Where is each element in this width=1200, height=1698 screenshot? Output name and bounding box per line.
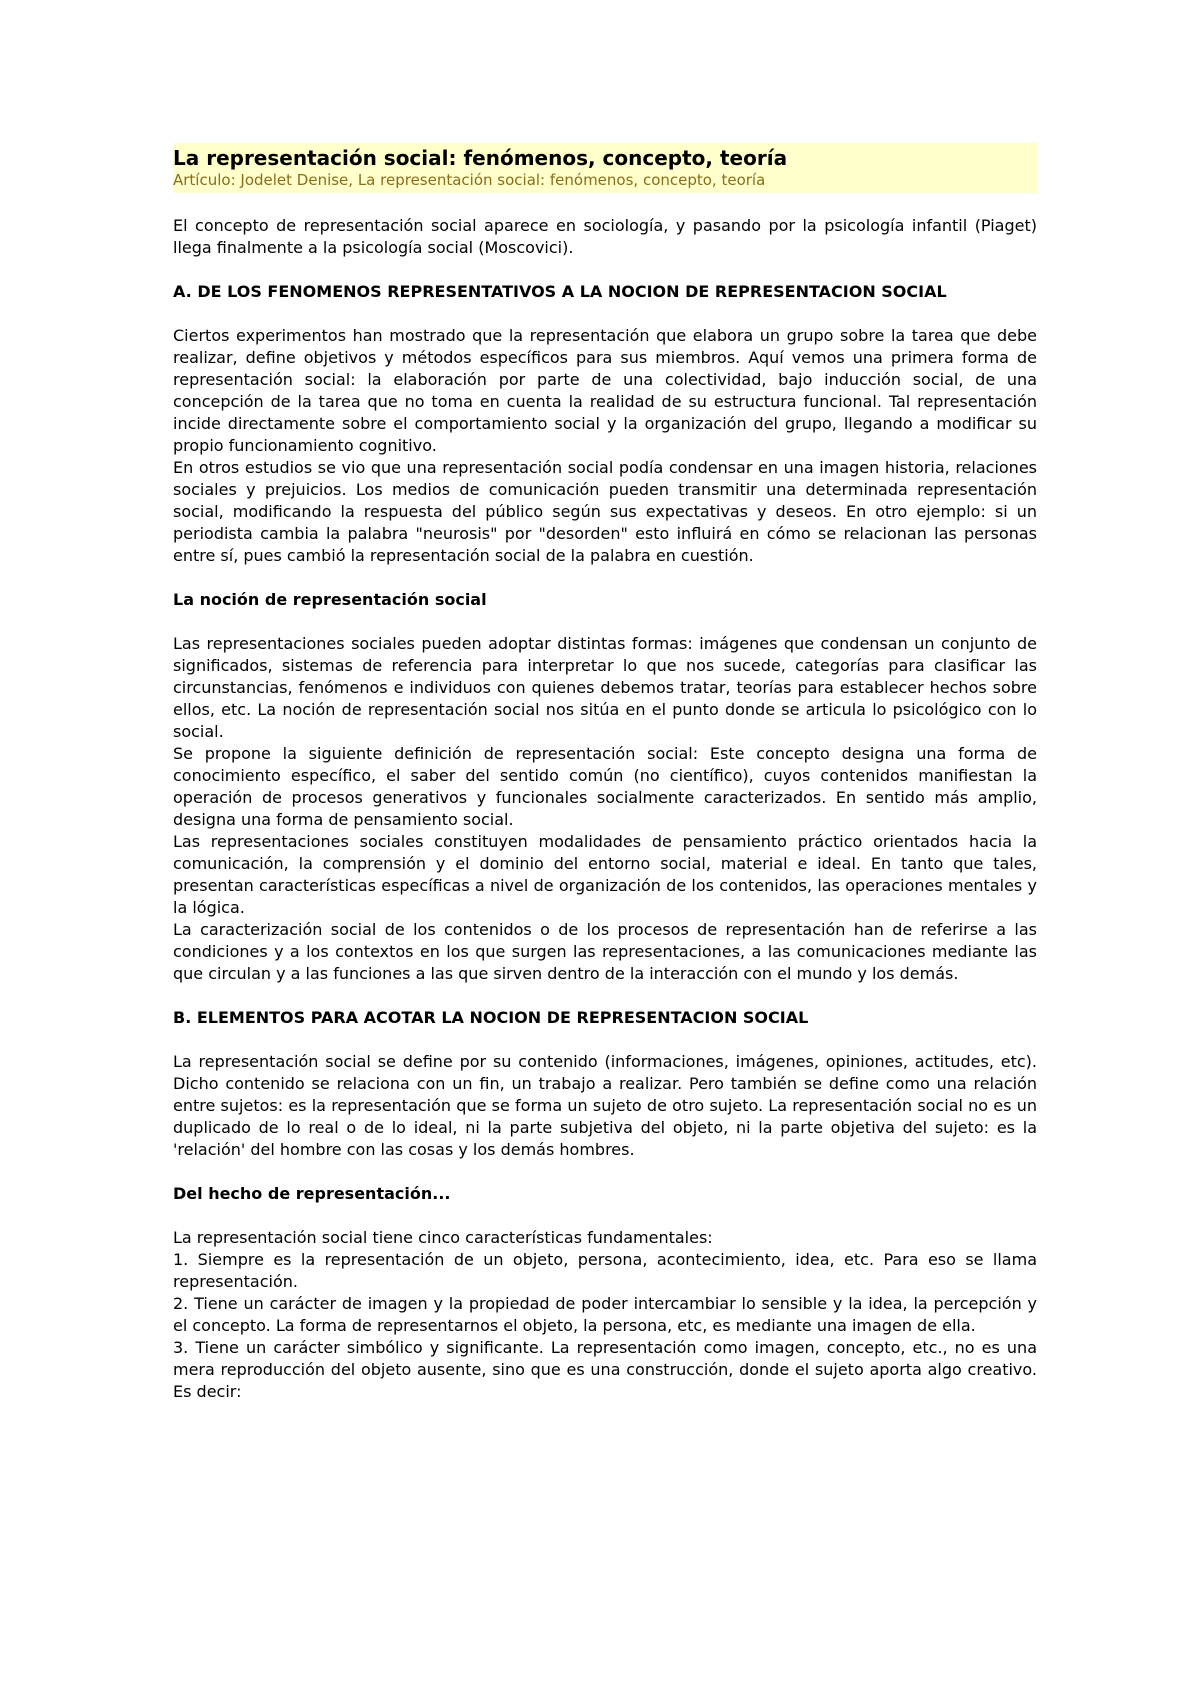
page-title: La representación social: fenómenos, concepto, teoría bbox=[173, 146, 788, 170]
article-citation: Artículo: Jodelet Denise, La representación social: fenómenos, concepto, teoría bbox=[173, 171, 766, 189]
hecho-list-item: 3. Tiene un carácter simbólico y significante. La representación como imagen, concepto, etc., no es una mera reproducción del objeto ausente, sino que es una construcción, donde el sujeto aporta algo creativo. Es decir: bbox=[173, 1338, 1037, 1401]
hecho-heading: Del hecho de representación... bbox=[173, 1184, 451, 1203]
title-banner bbox=[173, 143, 1037, 193]
hecho-list-item: 1. Siempre es la representación de un objeto, persona, acontecimiento, idea, etc. Para eso se llama representación. bbox=[173, 1250, 1037, 1291]
nocion-paragraph: Las representaciones sociales pueden adoptar distintas formas: imágenes que condensan un conjunto de significados, sistemas de referencia para interpretar lo que nos sucede, categorías para clasificar las circunstancias, fenómenos e individuos con quienes debemos tratar, teorías para establecer hechos sobre ellos, etc. La noción de representación social nos sitúa en el punto donde se articula lo psicológico con lo social. bbox=[173, 634, 1037, 741]
document-page bbox=[173, 143, 1037, 1403]
section-b-paragraph: La representación social se define por su contenido (informaciones, imágenes, opiniones, actitudes, etc). Dicho contenido se relaciona con un fin, un trabajo a realizar. Pero también se define como una relación entre sujetos: es la representación que se forma un sujeto de otro sujeto. La representación social no es un duplicado de lo real o de lo ideal, ni la parte subjetiva del objeto, ni la parte objetiva del sujeto: es la 'relación' del hombre con las cosas y los demás hombres. bbox=[173, 1052, 1037, 1159]
hecho-list-item: 2. Tiene un carácter de imagen y la propiedad de poder intercambiar lo sensible y la idea, la percepción y el concepto. La forma de representarnos el objeto, la persona, etc, es mediante una imagen de ella. bbox=[173, 1294, 1037, 1335]
section-a-heading: A. DE LOS FENOMENOS REPRESENTATIVOS A LA NOCION DE REPRESENTACION SOCIAL bbox=[173, 282, 947, 301]
section-a-paragraph: Ciertos experimentos han mostrado que la representación que elabora un grupo sobre la tarea que debe realizar, define objetivos y métodos específicos para sus miembros. Aquí vemos una primera forma de representación social: la elaboración por parte de una colectividad, bajo inducción social, de una concepción de la tarea que no toma en cuenta la realidad de su estructura funcional. Tal representación incide directamente sobre el comportamiento social y la organización del grupo, llegando a modificar su propio funcionamiento cognitivo. bbox=[173, 326, 1037, 455]
section-b-heading: B. ELEMENTOS PARA ACOTAR LA NOCION DE REPRESENTACION SOCIAL bbox=[173, 1008, 809, 1027]
nocion-heading: La noción de representación social bbox=[173, 590, 487, 609]
nocion-paragraph: Las representaciones sociales constituyen modalidades de pensamiento práctico orientados hacia la comunicación, la comprensión y el dominio del entorno social, material e ideal. En tanto que tales, presentan características específicas a nivel de organización de los contenidos, las operaciones mentales y la lógica. bbox=[173, 832, 1037, 917]
nocion-paragraph: Se propone la siguiente definición de representación social: Este concepto designa una forma de conocimiento específico, el saber del sentido común (no científico), cuyos contenidos manifiestan la operación de procesos generativos y funcionales socialmente caracterizados. En sentido más amplio, designa una forma de pensamiento social. bbox=[173, 744, 1037, 829]
hecho-paragraph: La representación social tiene cinco características fundamentales: bbox=[173, 1228, 713, 1247]
section-a-paragraph: En otros estudios se vio que una representación social podía condensar en una imagen historia, relaciones sociales y prejuicios. Los medios de comunicación pueden transmitir una determinada representación social, modificando la respuesta del público según sus expectativas y deseos. En otro ejemplo: si un periodista cambia la palabra "neurosis" por "desorden" esto influirá en cómo se relacionan las personas entre sí, pues cambió la representación social de la palabra en cuestión. bbox=[173, 458, 1037, 565]
nocion-paragraph: La caracterización social de los contenidos o de los procesos de representación han de referirse a las condiciones y a los contextos en los que surgen las representaciones, a las comunicaciones mediante las que circulan y a las funciones a las que sirven dentro de la interacción con el mundo y los demás. bbox=[173, 920, 1037, 983]
intro-paragraph: El concepto de representación social aparece en sociología, y pasando por la psicología infantil (Piaget) llega finalmente a la psicología social (Moscovici). bbox=[173, 216, 1037, 257]
